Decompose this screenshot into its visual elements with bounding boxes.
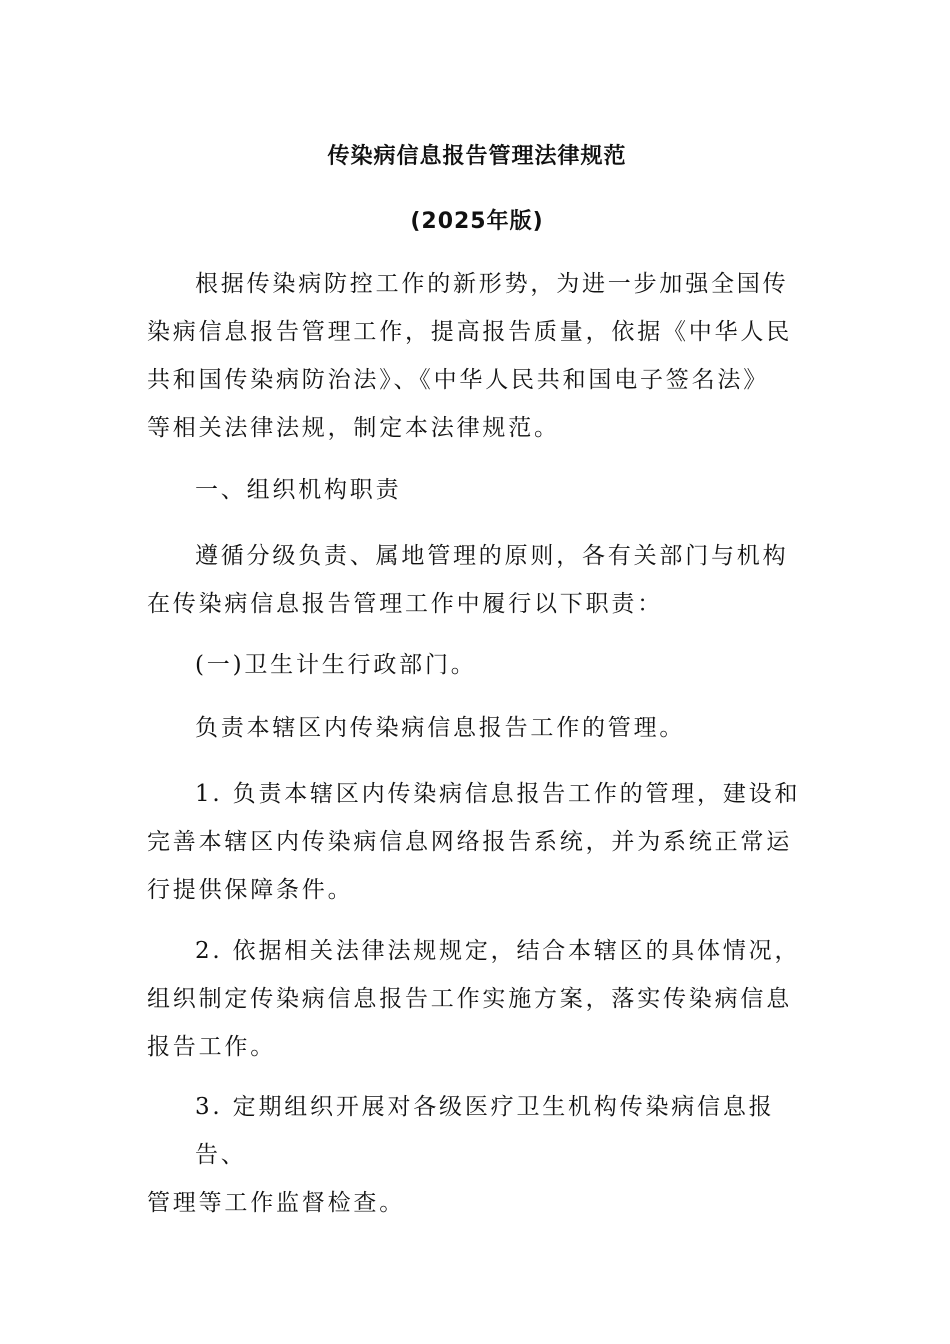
item-3-line-1: 3. 定期组织开展对各级医疗卫生机构传染病信息报告、 bbox=[195, 1094, 775, 1168]
item-3 bbox=[147, 1083, 819, 1227]
sub-1-heading: (一)卫生计生行政部门。 bbox=[195, 652, 477, 678]
section-1-intro-line-1: 遵循分级负责、属地管理的原则，各有关部门与机构 bbox=[195, 543, 789, 569]
section-1-intro bbox=[147, 532, 819, 628]
item-1-line-2: 完善本辖区内传染病信息网络报告系统，并为系统正常运 bbox=[147, 829, 792, 855]
intro-paragraph bbox=[147, 260, 819, 452]
intro-line-4: 等相关法律法规，制定本法律规范。 bbox=[147, 415, 560, 441]
item-2-line-3: 报告工作。 bbox=[147, 1034, 276, 1060]
item-2-line-1: 2. 依据相关法律法规规定，结合本辖区的具体情况， bbox=[195, 938, 801, 964]
item-3-line-2: 管理等工作监督检查。 bbox=[147, 1190, 405, 1216]
item-1-line-3: 行提供保障条件。 bbox=[147, 877, 354, 903]
item-2 bbox=[147, 927, 819, 1071]
document-title: 传染病信息报告管理法律规范 bbox=[327, 144, 627, 169]
intro-line-2: 染病信息报告管理工作，提高报告质量，依据《中华人民 bbox=[147, 319, 792, 345]
section-1-intro-line-2: 在传染病信息报告管理工作中履行以下职责： bbox=[147, 591, 663, 617]
item-2-line-2: 组织制定传染病信息报告工作实施方案，落实传染病信息 bbox=[147, 986, 792, 1012]
intro-line-1: 根据传染病防控工作的新形势，为进一步加强全国传 bbox=[195, 271, 789, 297]
document-edition: (2025年版) bbox=[410, 209, 544, 234]
section-1-heading: 一、组织机构职责 bbox=[195, 477, 402, 503]
item-1 bbox=[147, 770, 819, 914]
sub-1-summary: 负责本辖区内传染病信息报告工作的管理。 bbox=[195, 715, 686, 741]
intro-line-3: 共和国传染病防治法》、《中华人民共和国电子签名法》 bbox=[147, 367, 769, 393]
item-1-line-1: 1. 负责本辖区内传染病信息报告工作的管理，建设和 bbox=[195, 781, 801, 807]
